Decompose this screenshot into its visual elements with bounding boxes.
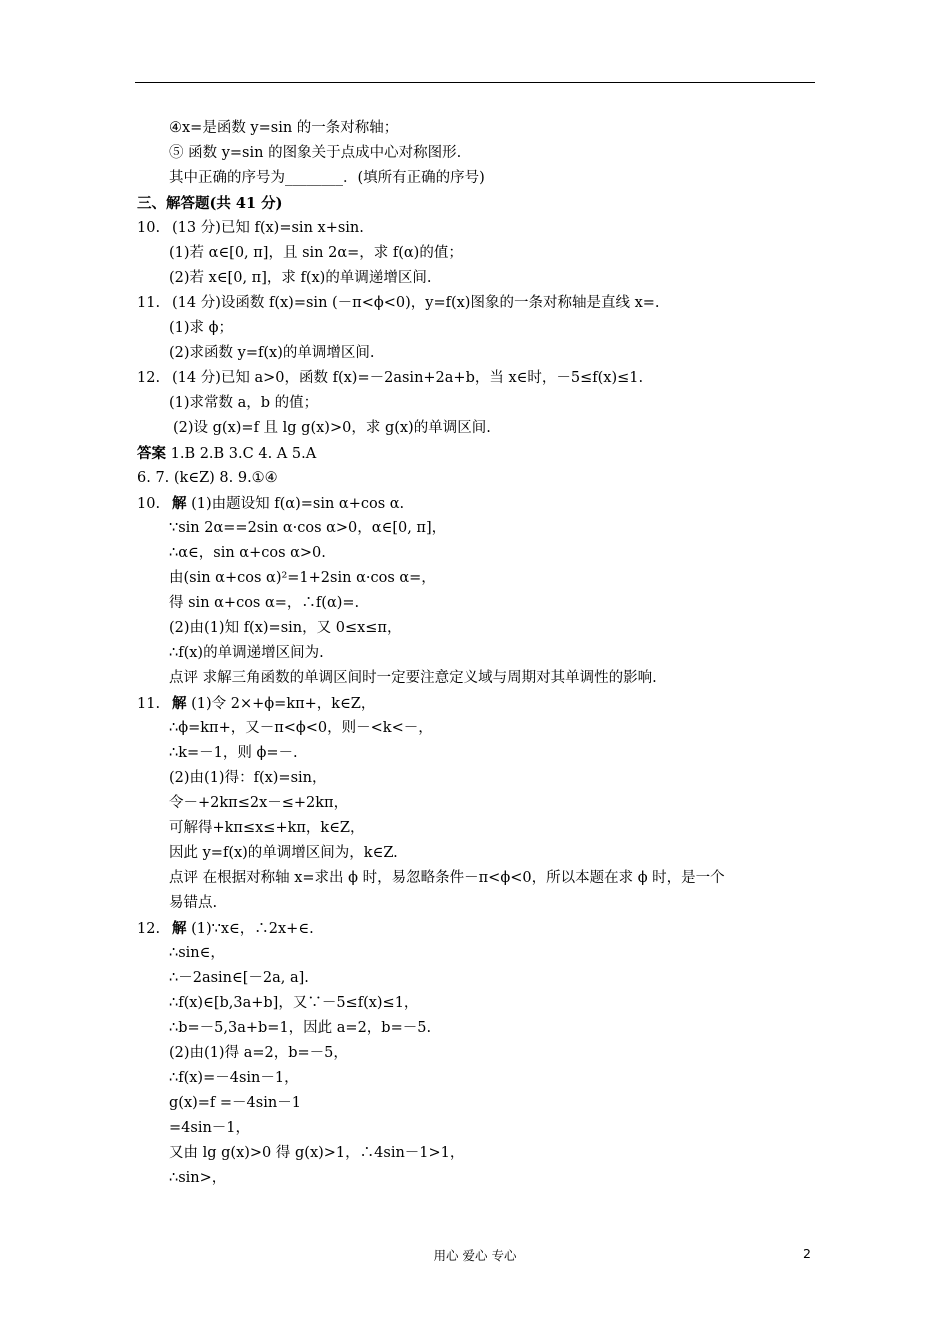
- bold-label: 解: [172, 495, 187, 512]
- text-line: [137, 641, 817, 666]
- text-line: [137, 366, 817, 391]
- question-number: 12.: [137, 370, 161, 386]
- text-line: [137, 266, 817, 291]
- line-text: 点评 在根据对称轴 x=求出 ϕ 时，易忽略条件－π<ϕ<0，所以本题在求 ϕ 时，是一个: [169, 870, 725, 886]
- text-line: [137, 766, 817, 791]
- text-line: [137, 816, 817, 841]
- text-line: [137, 216, 817, 241]
- line-text: 三、解答题(共 41 分): [137, 195, 283, 212]
- text-line: [137, 566, 817, 591]
- line-text: 易错点.: [169, 895, 218, 911]
- bold-label: 解: [172, 920, 187, 937]
- line-text: (2)由(1)得：f(x)=sin，: [169, 770, 327, 786]
- text-line: [137, 1141, 817, 1166]
- text-line: [137, 741, 817, 766]
- text-line: [137, 841, 817, 866]
- line-text: ∴sin∈，: [169, 945, 225, 961]
- text-line: [137, 166, 817, 191]
- line-text: 点评 求解三角函数的单调区间时一定要注意定义域与周期对其单调性的影响.: [169, 670, 657, 686]
- question-number: 10.: [137, 220, 161, 236]
- line-text: 可解得+kπ≤x≤+kπ，k∈Z，: [169, 820, 365, 836]
- text-line: [137, 441, 817, 466]
- question-number: 12.: [137, 921, 161, 937]
- page-number: 2: [803, 1246, 811, 1261]
- text-line: [137, 1016, 817, 1041]
- text-line: [137, 941, 817, 966]
- text-line: [137, 541, 817, 566]
- text-line: [137, 341, 817, 366]
- line-text: 其中正确的序号为________．(填所有正确的序号): [169, 170, 485, 186]
- footer-slogan: 用心 爱心 专心: [433, 1248, 517, 1263]
- line-text: ∴k=－1，则 ϕ=－.: [169, 745, 298, 761]
- text-line: [137, 1091, 817, 1116]
- line-text: ∴α∈，sin α+cos α>0.: [169, 545, 326, 561]
- text-line: [137, 791, 817, 816]
- text-line: [137, 116, 817, 141]
- text-line: [137, 241, 817, 266]
- line-text: ∴ϕ=kπ+，又－π<ϕ<0，则－<k<－，: [169, 720, 433, 736]
- line-text: 1.B 2.B 3.C 4. A 5.A: [166, 446, 317, 462]
- line-text: (1)若 α∈[0, π]，且 sin 2α=，求 f(α)的值；: [169, 245, 463, 261]
- text-line: [137, 516, 817, 541]
- line-text: ∴f(x)=－4sin－1，: [169, 1070, 299, 1086]
- text-line: [137, 691, 817, 716]
- text-line: [137, 316, 817, 341]
- line-text: 又由 lg g(x)>0 得 g(x)>1，∴4sin－1>1，: [169, 1145, 465, 1161]
- bold-label: 解: [172, 695, 187, 712]
- line-text: ④x=是函数 y=sin 的一条对称轴；: [169, 120, 399, 136]
- line-text: 由(sin α+cos α)²=1+2sin α·cos α=，: [169, 570, 436, 586]
- line-text: 令－+2kπ≤2x－≤+2kπ，: [169, 795, 349, 811]
- text-line: [137, 391, 817, 416]
- text-line: [137, 1116, 817, 1141]
- line-text: (1)由题设知 f(α)=sin α+cos α.: [186, 496, 405, 512]
- line-text: (1)令 2×+ϕ=kπ+，k∈Z，: [186, 696, 376, 712]
- line-text: ∴f(x)∈[b,3a+b]，又∵－5≤f(x)≤1，: [169, 995, 419, 1011]
- line-text: (14 分)已知 a>0，函数 f(x)=－2asin+2a+b，当 x∈时，－5≤f(x)≤1.: [172, 370, 644, 386]
- line-text: 得 sin α+cos α=，∴f(α)=.: [169, 595, 360, 611]
- line-text: (14 分)设函数 f(x)=sin (－π<ϕ<0)，y=f(x)图象的一条对称轴是直线 x=.: [172, 295, 660, 311]
- line-text: ∴－2asin∈[－2a, a].: [169, 970, 309, 986]
- text-line: [137, 491, 817, 516]
- line-text: 因此 y=f(x)的单调增区间为，k∈Z.: [169, 845, 398, 861]
- text-line: [137, 416, 817, 441]
- line-text: =4sin－1，: [169, 1120, 251, 1136]
- text-line: [137, 891, 817, 916]
- text-line: [137, 616, 817, 641]
- text-line: [137, 866, 817, 891]
- line-text: ⑤ 函数 y=sin 的图象关于点成中心对称图形.: [169, 145, 462, 161]
- text-line: [137, 716, 817, 741]
- line-text: (13 分)已知 f(x)=sin x+sin.: [172, 220, 364, 236]
- text-line: [137, 191, 817, 216]
- text-line: [137, 1166, 817, 1191]
- text-line: [137, 1066, 817, 1091]
- text-line: [137, 916, 817, 941]
- line-text: ∴f(x)的单调递增区间为.: [169, 645, 324, 661]
- text-line: [137, 141, 817, 166]
- line-text: (2)求函数 y=f(x)的单调增区间.: [169, 345, 375, 361]
- text-line: [137, 1041, 817, 1066]
- line-text: (1)∵x∈，∴2x+∈.: [186, 921, 314, 937]
- header-rule: [135, 82, 815, 83]
- text-line: [137, 466, 817, 491]
- line-text: ∴b=－5,3a+b=1，因此 a=2，b=－5.: [169, 1020, 432, 1036]
- text-line: [137, 591, 817, 616]
- line-text: (2)设 g(x)=f 且 lg g(x)>0，求 g(x)的单调区间.: [173, 420, 491, 436]
- line-text: (1)求常数 a，b 的值；: [169, 395, 319, 411]
- line-text: ∴sin>，: [169, 1170, 227, 1186]
- line-text: 6. 7. (k∈Z) 8. 9.①④: [137, 470, 278, 486]
- bold-label: 答案: [137, 445, 166, 462]
- line-text: (2)若 x∈[0, π]，求 f(x)的单调递增区间.: [169, 270, 432, 286]
- line-text: g(x)=f =－4sin－1: [169, 1095, 301, 1111]
- text-line: [137, 291, 817, 316]
- text-line: [137, 991, 817, 1016]
- line-text: (1)求 ϕ；: [169, 320, 234, 336]
- line-text: (2)由(1)得 a=2，b=－5，: [169, 1045, 348, 1061]
- text-line: [137, 966, 817, 991]
- question-number: 10.: [137, 496, 161, 512]
- text-line: [137, 666, 817, 691]
- line-text: (2)由(1)知 f(x)=sin，又 0≤x≤π，: [169, 620, 402, 636]
- question-number: 11.: [137, 696, 161, 712]
- question-number: 11.: [137, 295, 161, 311]
- line-text: ∵sin 2α==2sin α·cos α>0，α∈[0, π]，: [169, 520, 447, 536]
- document-body: [137, 116, 817, 1191]
